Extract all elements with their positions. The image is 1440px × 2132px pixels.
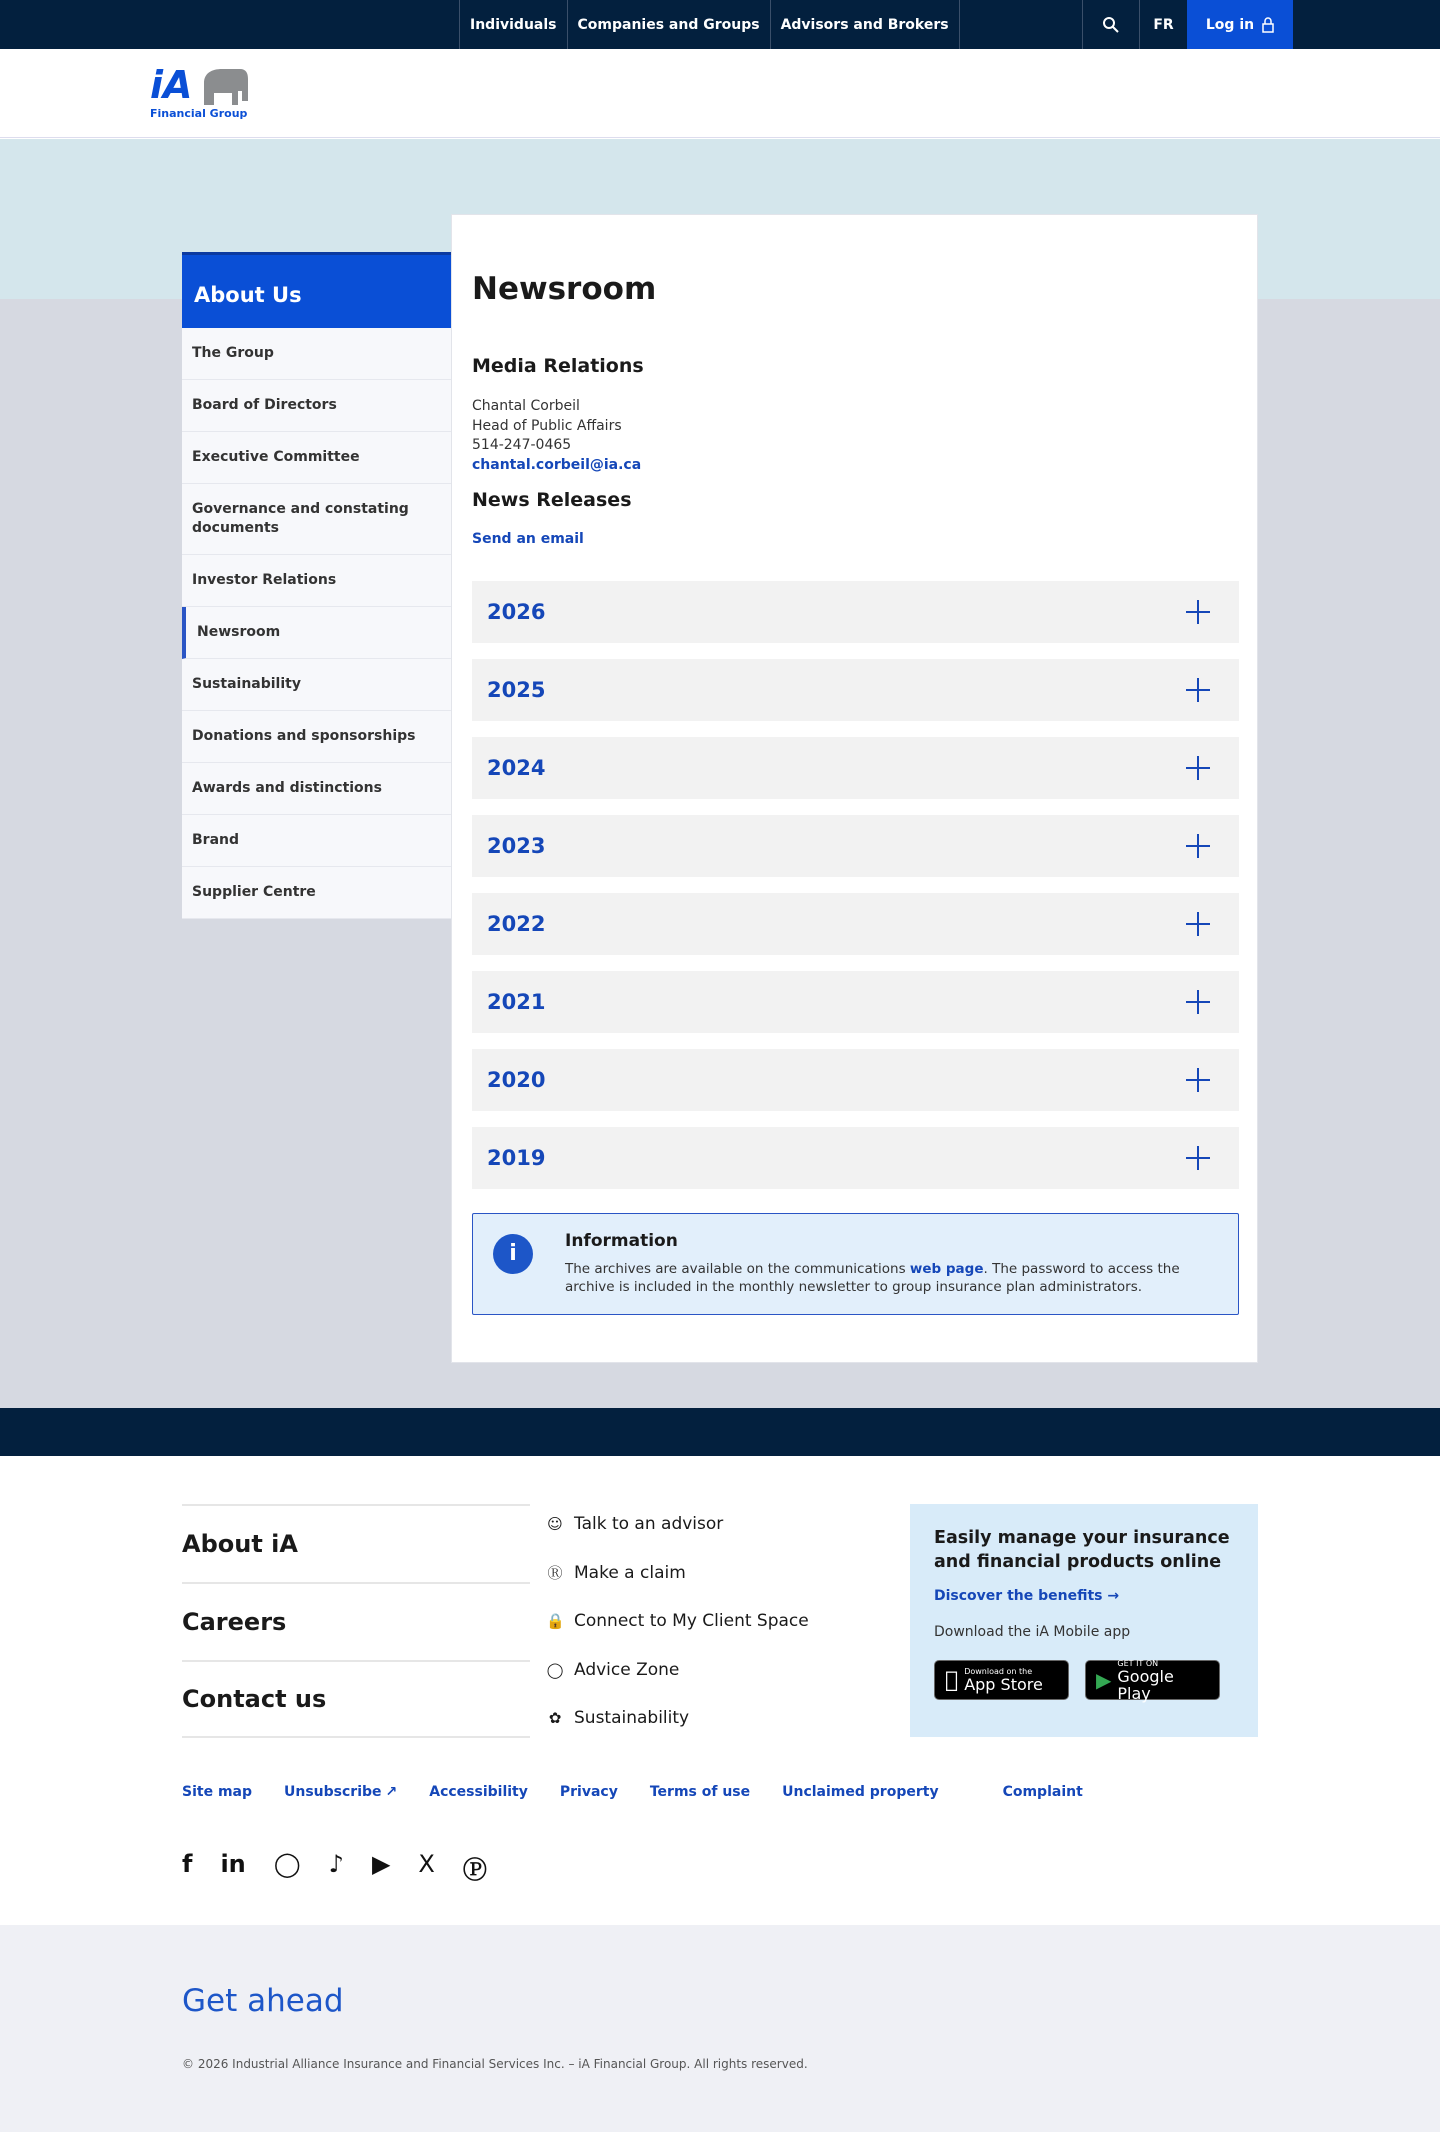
download-app-text: Download the iA Mobile app bbox=[934, 1624, 1131, 1640]
advice-zone-link[interactable] bbox=[546, 1646, 809, 1695]
plus-icon bbox=[1186, 990, 1210, 1014]
make-claim-link[interactable] bbox=[546, 1549, 809, 1598]
accordion-2020[interactable] bbox=[472, 1049, 1239, 1111]
accordion-2023[interactable] bbox=[472, 815, 1239, 877]
lock-icon bbox=[1262, 17, 1274, 33]
year-label: 2025 bbox=[487, 678, 546, 702]
sidebar-title[interactable]: About Us bbox=[182, 252, 451, 328]
contact-us-link[interactable]: Contact us bbox=[182, 1660, 530, 1738]
media-contact bbox=[472, 397, 641, 475]
link-label: Make a claim bbox=[574, 1562, 686, 1583]
sidebar-item-donations[interactable]: Donations and sponsorships bbox=[182, 711, 451, 763]
discover-benefits-link[interactable]: Discover the benefits bbox=[934, 1588, 1103, 1604]
contact-role: Head of Public Affairs bbox=[472, 417, 622, 434]
contact-name: Chantal Corbeil bbox=[472, 398, 580, 414]
plus-icon bbox=[1186, 600, 1210, 624]
plus-icon bbox=[1186, 1068, 1210, 1092]
sidebar-item-brand[interactable]: Brand bbox=[182, 815, 451, 867]
privacy-link[interactable]: Privacy bbox=[559, 1784, 618, 1800]
year-label: 2026 bbox=[487, 600, 546, 624]
social-links bbox=[182, 1850, 487, 1885]
info-text-start: The archives are available on the communications bbox=[565, 1261, 910, 1277]
top-bar bbox=[0, 0, 1440, 49]
apple-icon bbox=[945, 1668, 958, 1693]
sidebar-item-newsroom[interactable]: Newsroom bbox=[182, 607, 451, 659]
accordion-2025[interactable] bbox=[472, 659, 1239, 721]
dollar-circle-icon: Ⓡ bbox=[547, 1564, 563, 1583]
sidebar-item-executive[interactable]: Executive Committee bbox=[182, 432, 451, 484]
footer-quick-links bbox=[546, 1500, 809, 1743]
year-label: 2019 bbox=[487, 1146, 546, 1170]
year-label: 2020 bbox=[487, 1068, 546, 1092]
search-button[interactable] bbox=[1082, 0, 1139, 49]
badge-label: Google Play bbox=[1117, 1666, 1174, 1703]
accessibility-link[interactable]: Accessibility bbox=[429, 1784, 528, 1800]
link-label: Talk to an advisor bbox=[574, 1514, 724, 1535]
contact-phone: 514-247-0465 bbox=[472, 437, 572, 453]
accordion-2019[interactable] bbox=[472, 1127, 1239, 1189]
logo-bar bbox=[0, 49, 1440, 138]
about-us-sidebar bbox=[182, 252, 451, 919]
news-releases-heading: News Releases bbox=[472, 489, 632, 511]
plus-icon bbox=[1186, 1146, 1210, 1170]
site-map-link[interactable]: Site map bbox=[182, 1784, 252, 1800]
copyright: © 2026 Industrial Alliance Insurance and Financial Services Inc. – iA Financial Group. All rights reserved. bbox=[182, 2057, 808, 2071]
info-text bbox=[565, 1260, 1225, 1296]
lock-icon: 🔒 bbox=[546, 1612, 565, 1631]
legal-links bbox=[182, 1784, 1083, 1800]
tiktok-icon[interactable]: ♪ bbox=[328, 1850, 344, 1878]
sidebar-item-supplier[interactable]: Supplier Centre bbox=[182, 867, 451, 919]
sidebar-item-sustainability[interactable]: Sustainability bbox=[182, 659, 451, 711]
sidebar-item-governance[interactable]: Governance and constating documents bbox=[182, 484, 451, 555]
facebook-icon[interactable]: f bbox=[182, 1850, 193, 1878]
contact-email-link[interactable]: chantal.corbeil@ia.ca bbox=[472, 456, 642, 473]
instagram-icon[interactable]: ◯ bbox=[273, 1850, 301, 1878]
mobile-app-promo bbox=[910, 1504, 1258, 1737]
logo-subtitle: Financial Group bbox=[150, 107, 248, 120]
arrow-right-icon: → bbox=[1102, 1588, 1120, 1604]
sidebar-item-the-group[interactable]: The Group bbox=[182, 328, 451, 380]
person-icon: ☺ bbox=[547, 1515, 563, 1534]
talk-advisor-link[interactable] bbox=[546, 1500, 809, 1549]
complaint-link[interactable]: Complaint bbox=[1002, 1784, 1083, 1800]
plus-icon bbox=[1186, 756, 1210, 780]
sidebar-item-investor[interactable]: Investor Relations bbox=[182, 555, 451, 607]
accordion-2026[interactable] bbox=[472, 581, 1239, 643]
unsubscribe-link[interactable]: Unsubscribe bbox=[284, 1784, 382, 1800]
footer-main-links bbox=[182, 1504, 530, 1738]
login-label: Log in bbox=[1205, 16, 1255, 33]
media-relations-heading: Media Relations bbox=[472, 355, 644, 377]
sidebar-item-board[interactable]: Board of Directors bbox=[182, 380, 451, 432]
send-email-link[interactable]: Send an email bbox=[472, 531, 584, 547]
careers-link[interactable]: Careers bbox=[182, 1582, 530, 1660]
badge-label: App Store bbox=[951, 1675, 1030, 1694]
year-label: 2023 bbox=[487, 834, 546, 858]
plus-icon bbox=[1186, 678, 1210, 702]
language-toggle[interactable]: FR bbox=[1139, 0, 1187, 49]
year-label: 2022 bbox=[487, 912, 546, 936]
youtube-icon[interactable]: ▶ bbox=[371, 1850, 391, 1878]
about-ia-link[interactable]: About iA bbox=[182, 1504, 530, 1582]
google-play-button[interactable] bbox=[1085, 1658, 1220, 1703]
ia-logo[interactable] bbox=[150, 65, 260, 125]
link-label: Sustainability bbox=[574, 1708, 690, 1729]
google-play-icon: ▶ bbox=[1096, 1668, 1112, 1692]
leaf-icon: ✿ bbox=[548, 1709, 562, 1728]
app-store-button[interactable] bbox=[934, 1660, 1069, 1700]
plus-icon bbox=[1186, 912, 1210, 936]
tagline: Get ahead bbox=[182, 1983, 344, 2019]
x-icon[interactable]: X bbox=[418, 1850, 435, 1878]
info-icon: i bbox=[493, 1234, 533, 1274]
accordion-2022[interactable] bbox=[472, 893, 1239, 955]
sustainability-link[interactable] bbox=[546, 1694, 809, 1743]
information-notice bbox=[472, 1213, 1239, 1315]
badge-small: GET IT ON bbox=[1117, 1658, 1159, 1668]
plus-icon bbox=[1186, 834, 1210, 858]
badge-small: Download on the bbox=[951, 1667, 1019, 1676]
nav-individuals[interactable]: Individuals bbox=[459, 0, 567, 49]
logo-mark: iA bbox=[150, 63, 193, 107]
linkedin-icon[interactable]: in bbox=[220, 1850, 246, 1878]
client-space-link[interactable] bbox=[546, 1597, 809, 1646]
login-button[interactable] bbox=[1187, 0, 1293, 49]
footer-top-band bbox=[0, 1408, 1440, 1456]
info-title: Information bbox=[565, 1231, 678, 1251]
year-label: 2024 bbox=[487, 756, 546, 780]
unclaimed-property-link[interactable]: Unclaimed property bbox=[782, 1784, 939, 1800]
link-label: Connect to My Client Space bbox=[574, 1611, 809, 1632]
accordion-2021[interactable] bbox=[472, 971, 1239, 1033]
segment-nav bbox=[459, 0, 960, 49]
footer-bottom bbox=[0, 1925, 1440, 2132]
sidebar-item-awards[interactable]: Awards and distinctions bbox=[182, 763, 451, 815]
year-label: 2021 bbox=[487, 990, 546, 1014]
promo-title: Easily manage your insurance and financial products online bbox=[934, 1528, 1230, 1572]
nav-advisors-brokers[interactable]: Advisors and Brokers bbox=[770, 0, 960, 49]
link-label: Advice Zone bbox=[574, 1659, 680, 1680]
terms-link[interactable]: Terms of use bbox=[649, 1784, 751, 1800]
nav-companies-groups[interactable]: Companies and Groups bbox=[567, 0, 770, 49]
elephant-icon bbox=[200, 67, 250, 105]
accordion-2024[interactable] bbox=[472, 737, 1239, 799]
pinterest-icon[interactable]: Ⓟ bbox=[462, 1856, 487, 1884]
external-link-icon: ↗ bbox=[385, 1784, 398, 1800]
lightbulb-icon: ◯ bbox=[546, 1660, 564, 1679]
web-page-link[interactable]: web page bbox=[909, 1261, 984, 1277]
search-icon bbox=[1102, 16, 1120, 34]
info-text-end: . The password to access the archive is included in the monthly newsletter to group insurance plan administrators. bbox=[565, 1261, 1180, 1295]
page-title: Newsroom bbox=[472, 271, 657, 307]
content-card bbox=[451, 214, 1258, 1363]
